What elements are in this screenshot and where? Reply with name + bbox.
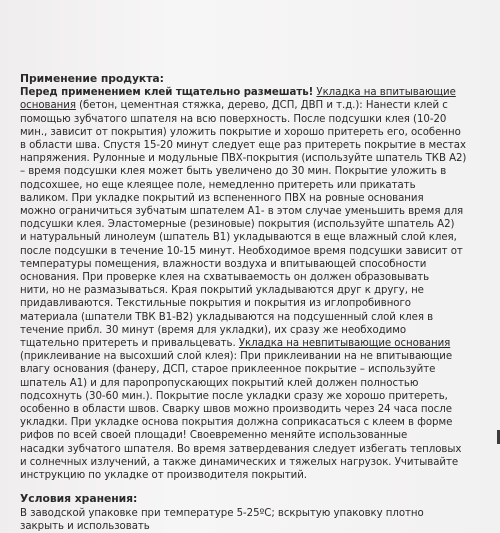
paragraph-line: после подсушки в течение 10-15 минут. Необходимое время подсушки зависит от — [20, 245, 463, 257]
paragraph-intro-line — [20, 86, 482, 99]
paragraph-line: валиком. При укладке покрытий из вспененного ПВХ на ровные основания — [20, 192, 424, 204]
paragraph-text: тщательно притереть и привальцевать. — [20, 338, 239, 350]
paragraph-line: в области шва. Спустя 15-20 минут следует еще раз притереть покрытие в местах — [20, 140, 466, 152]
paragraph-line — [20, 337, 482, 350]
paragraph-line: течение прибл. 30 минут (время для укладки), их сразу же необходимо — [20, 324, 407, 336]
paragraph-line: (приклеивание на высохший слой клея): При приклеивании на не впитывающие — [20, 351, 453, 363]
paragraph-line: можно ограничиться зубчатым шпателем А1- в этом случае уменьшить время для — [20, 206, 464, 218]
paragraph-line: помощью зубчатого шпателя на всю поверхность. После подсушки клея (10-20 — [20, 113, 447, 125]
paragraph-line: особенно в области швов. Сварку швов можно производить через 24 часа после — [20, 404, 452, 416]
paragraph-line: температуры помещения, влажности воздуха и впитывающей способности — [20, 258, 427, 270]
paragraph-line: нити, но не размазываться. Края покрытий укладываются друг к другу, не — [20, 285, 424, 297]
paragraph-line: напряжения. Рулонные и модульные ПВХ-покрытия (используйте шпатель ТКВ А2) — [20, 153, 467, 165]
paragraph-text: (бетон, цементная стяжка, дерево, ДСП, ДВП и т.д.): Нанести клей с — [75, 100, 448, 112]
paragraph-line: влагу основания (фанеру, ДСП, старое приклеенное покрытие – используйте — [20, 364, 436, 376]
document-body — [20, 70, 482, 533]
warning-stir-text: Перед применением клей тщательно размешать! — [20, 87, 314, 99]
paragraph-line: придавливаются. Текстильные покрытия и покрытия из иглопробивного — [20, 298, 411, 310]
paragraph-line: насадки зубчатого шпателя. Во время затвердевания следует избегать тепловых — [20, 443, 462, 455]
paragraph-line: подсушки клея. Эластомерные (резиновые) покрытия (используйте шпатель А2) — [20, 219, 455, 231]
paragraph-line: основания. При проверке клея на схватываемость он должен образовывать — [20, 272, 430, 284]
subheading-absorbent-cont: основания — [20, 100, 76, 112]
paragraph-line: подсохшее, но еще клеящее поле, немедленно притереть или прикатать — [20, 179, 416, 191]
paragraph-line: закрыть и использовать — [20, 520, 150, 532]
section-title-storage: Условия хранения: — [20, 492, 138, 506]
paragraph-line: шпатель А1) и для паропропускающих покрытий клей должен полностью — [20, 377, 419, 389]
section-title-application: Применение продукта: — [20, 72, 164, 85]
subheading-non-absorbent: Укладка на невпитывающие основания — [238, 338, 451, 350]
paragraph-line: мин., зависит от покрытия) уложить покрытие и хорошо притереть его, особенно — [20, 126, 461, 138]
paragraph-line: материала (шпатели ТВК В1-В2) укладываются на подсушенный слой клея в — [20, 311, 434, 323]
paragraph-line: инструкцию по укладке от производителя покрытий. — [20, 470, 307, 482]
paragraph-line — [20, 99, 482, 112]
paragraph-line: рифов по всей своей площади! Своевременно меняйте использованные — [20, 430, 408, 442]
paragraph-line: подсохнуть (30-60 мин.). Покрытие после укладки сразу же хорошо притереть, — [20, 390, 448, 402]
paragraph-line: и натуральный линолеум (шпатель В1) укладываются в еще влажный слой клея, — [20, 232, 457, 244]
section-gap — [20, 482, 482, 490]
paragraph-line: укладки. При укладке основа покрытия должна соприкасаться с клеем в форме — [20, 417, 453, 429]
paragraph-line: – время подсушки клея может быть увеличено до 30 мин. Покрытие уложить в — [20, 166, 447, 178]
paragraph-line: В заводской упаковке при температуре 5-25ºС; вскрытую упаковку плотно — [20, 507, 424, 519]
subheading-absorbent: Укладка на впитывающие — [316, 87, 456, 99]
paragraph-line: и солнечных излучений, а также динамических и тяжелых нагрузок. Учитывайте — [20, 456, 459, 468]
